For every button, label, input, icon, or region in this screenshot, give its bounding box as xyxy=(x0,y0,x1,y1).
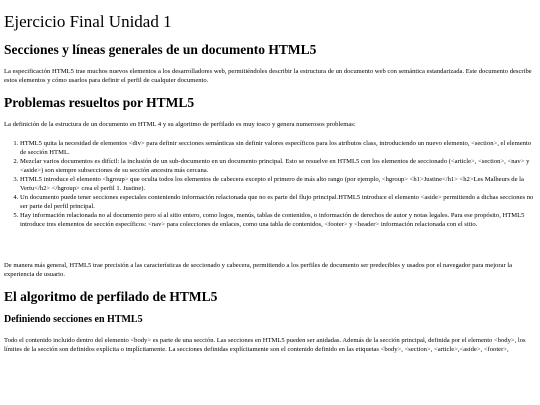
section-heading-secciones: Secciones y líneas generales de un documento HTML5 xyxy=(4,42,317,57)
list-item: 4. Un documento puede tener secciones especiales conteniendo información relacionada que no es parte del flujo principal.HTML5 introduce el elemento <aside> permitiendo a dichas secciones no ser parte del perfil principal. xyxy=(20,193,536,211)
page-title: Ejercicio Final Unidad 1 xyxy=(4,12,172,31)
section-paragraph-definiendo: Todo el contenido incluido dentro del elemento <body> es parte de una sección. Las secciones en HTML5 pueden ser anidadas. Además de la sección principal, definida por el elemento <body>, los límites de la sección son definidos explícita o implícitamente. La secciones definidas explícitamente son el contenido definido en las etiquetas <body>, <section>, <article>,<aside>, <footer>, xyxy=(4,337,526,353)
list-item: 3. HTML5 introduce el elemento <hgroup> que oculta todos los elementos de cabecera excepto el primero de más alto rango (por ejemplo, <hgroup> <h1>Justine</h1> <h2>Les Malheurs de la Vertu</h2> </hgroup> crea el perfil 1. Justine). xyxy=(20,175,536,193)
section-heading-algoritmo: El algoritmo de perfilado de HTML5 xyxy=(4,289,218,304)
list-item: 5. Hay información relacionada no al documento pero sí al sitio entero, como logos, menús, tablas de contenidos, o información de derechos de autor y notas legales. Para ese propósito, HTML5 introduce tres elementos de sección específicos: <nav> para colecciones de enlaces, como una tabla de contenidos, <footer> y <header> información relacionada con el sitio. xyxy=(20,211,536,229)
list-item: 2. Mezclar varios documentos es difícil: la inclusión de un sub-documento en un documento principal. Esto se resuelve en HTML5 con los elementos de seccionado (<article>, <section>, <nav> y <aside>) son siempre subsecciones de su sección ancestra más cercana. xyxy=(20,157,536,175)
problemas-closing: De manera más general, HTML5 trae precisión a las características de seccionado y cabecera, permitiendo a los perfiles de documento ser predecibles y usados por el navegador para mejorar la experiencia de usuario. xyxy=(4,262,513,278)
section-heading-problemas: Problemas resueltos por HTML5 xyxy=(4,95,195,110)
list-item: 1. HTML5 quita la necesidad de elementos <div> para definir secciones semánticas sin definir valores específicos para los atributos class, introduciendo un nuevo elemento, <section>, el elemento de sección HTML. xyxy=(20,139,536,157)
section-paragraph-secciones: La especificación HTML5 trae muchos nuevos elementos a los desarrolladores web, permitiéndoles describir la estructura de un documento web con semántica estandarizada. Este documento describe estos elementos y cómo usarlos para definir el perfil de cualquier documento. xyxy=(4,68,532,84)
subsection-heading-definiendo: Definiendo secciones en HTML5 xyxy=(4,314,143,325)
problemas-intro: La definición de la estructura de un documento en HTML 4 y su algoritmo de perfilado es muy tosco y genera numerosos problemas: xyxy=(4,121,356,128)
problemas-list xyxy=(4,139,536,229)
